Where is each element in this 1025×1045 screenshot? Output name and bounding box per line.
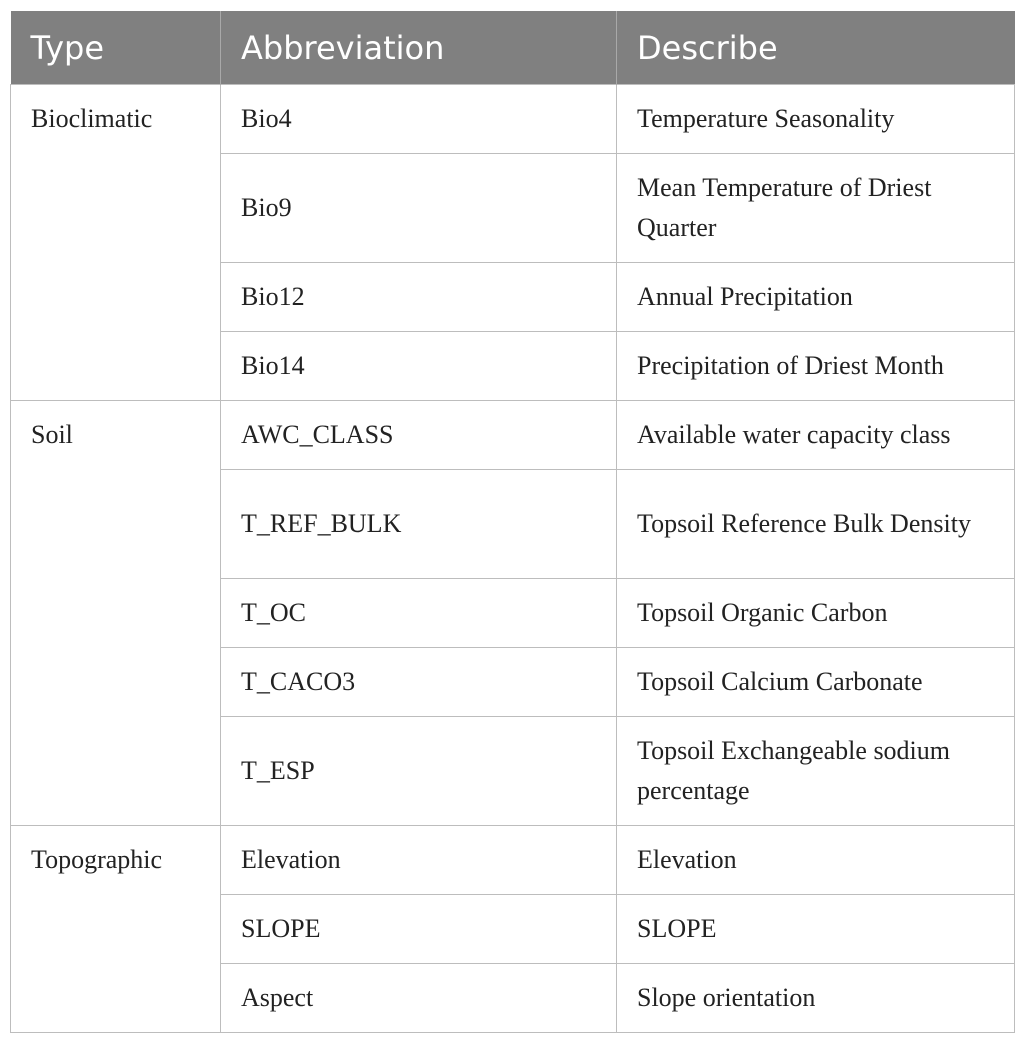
description-cell: Slope orientation <box>617 964 1015 1033</box>
abbreviation-cell: Bio12 <box>221 263 617 332</box>
abbreviation-cell: Bio9 <box>221 154 617 263</box>
variables-table <box>10 11 1015 1033</box>
description-cell: SLOPE <box>617 895 1015 964</box>
abbreviation-cell: Elevation <box>221 826 617 895</box>
abbreviation-cell: T_CACO3 <box>221 648 617 717</box>
description-cell: Topsoil Exchangeable sodium percentage <box>617 717 1015 826</box>
header-describe: Describe <box>617 11 1015 85</box>
table-body <box>11 85 1015 1033</box>
abbreviation-cell: T_REF_BULK <box>221 470 617 579</box>
abbreviation-cell: Bio4 <box>221 85 617 154</box>
table-row <box>11 85 1015 154</box>
description-cell: Topsoil Calcium Carbonate <box>617 648 1015 717</box>
abbreviation-cell: AWC_CLASS <box>221 401 617 470</box>
description-cell: Available water capacity class <box>617 401 1015 470</box>
table-header <box>11 11 1015 85</box>
header-row <box>11 11 1015 85</box>
table-row <box>11 401 1015 470</box>
description-cell: Precipitation of Driest Month <box>617 332 1015 401</box>
abbreviation-cell: SLOPE <box>221 895 617 964</box>
type-cell: Topographic <box>11 826 221 1033</box>
description-cell: Topsoil Reference Bulk Density <box>617 470 1015 579</box>
abbreviation-cell: T_ESP <box>221 717 617 826</box>
description-cell: Topsoil Organic Carbon <box>617 579 1015 648</box>
abbreviation-cell: Bio14 <box>221 332 617 401</box>
description-cell: Elevation <box>617 826 1015 895</box>
type-cell: Bioclimatic <box>11 85 221 401</box>
type-cell: Soil <box>11 401 221 826</box>
header-type: Type <box>11 11 221 85</box>
header-abbreviation: Abbreviation <box>221 11 617 85</box>
description-cell: Mean Temperature of Driest Quarter <box>617 154 1015 263</box>
abbreviation-cell: T_OC <box>221 579 617 648</box>
description-cell: Annual Precipitation <box>617 263 1015 332</box>
description-cell: Temperature Seasonality <box>617 85 1015 154</box>
table-row <box>11 826 1015 895</box>
abbreviation-cell: Aspect <box>221 964 617 1033</box>
